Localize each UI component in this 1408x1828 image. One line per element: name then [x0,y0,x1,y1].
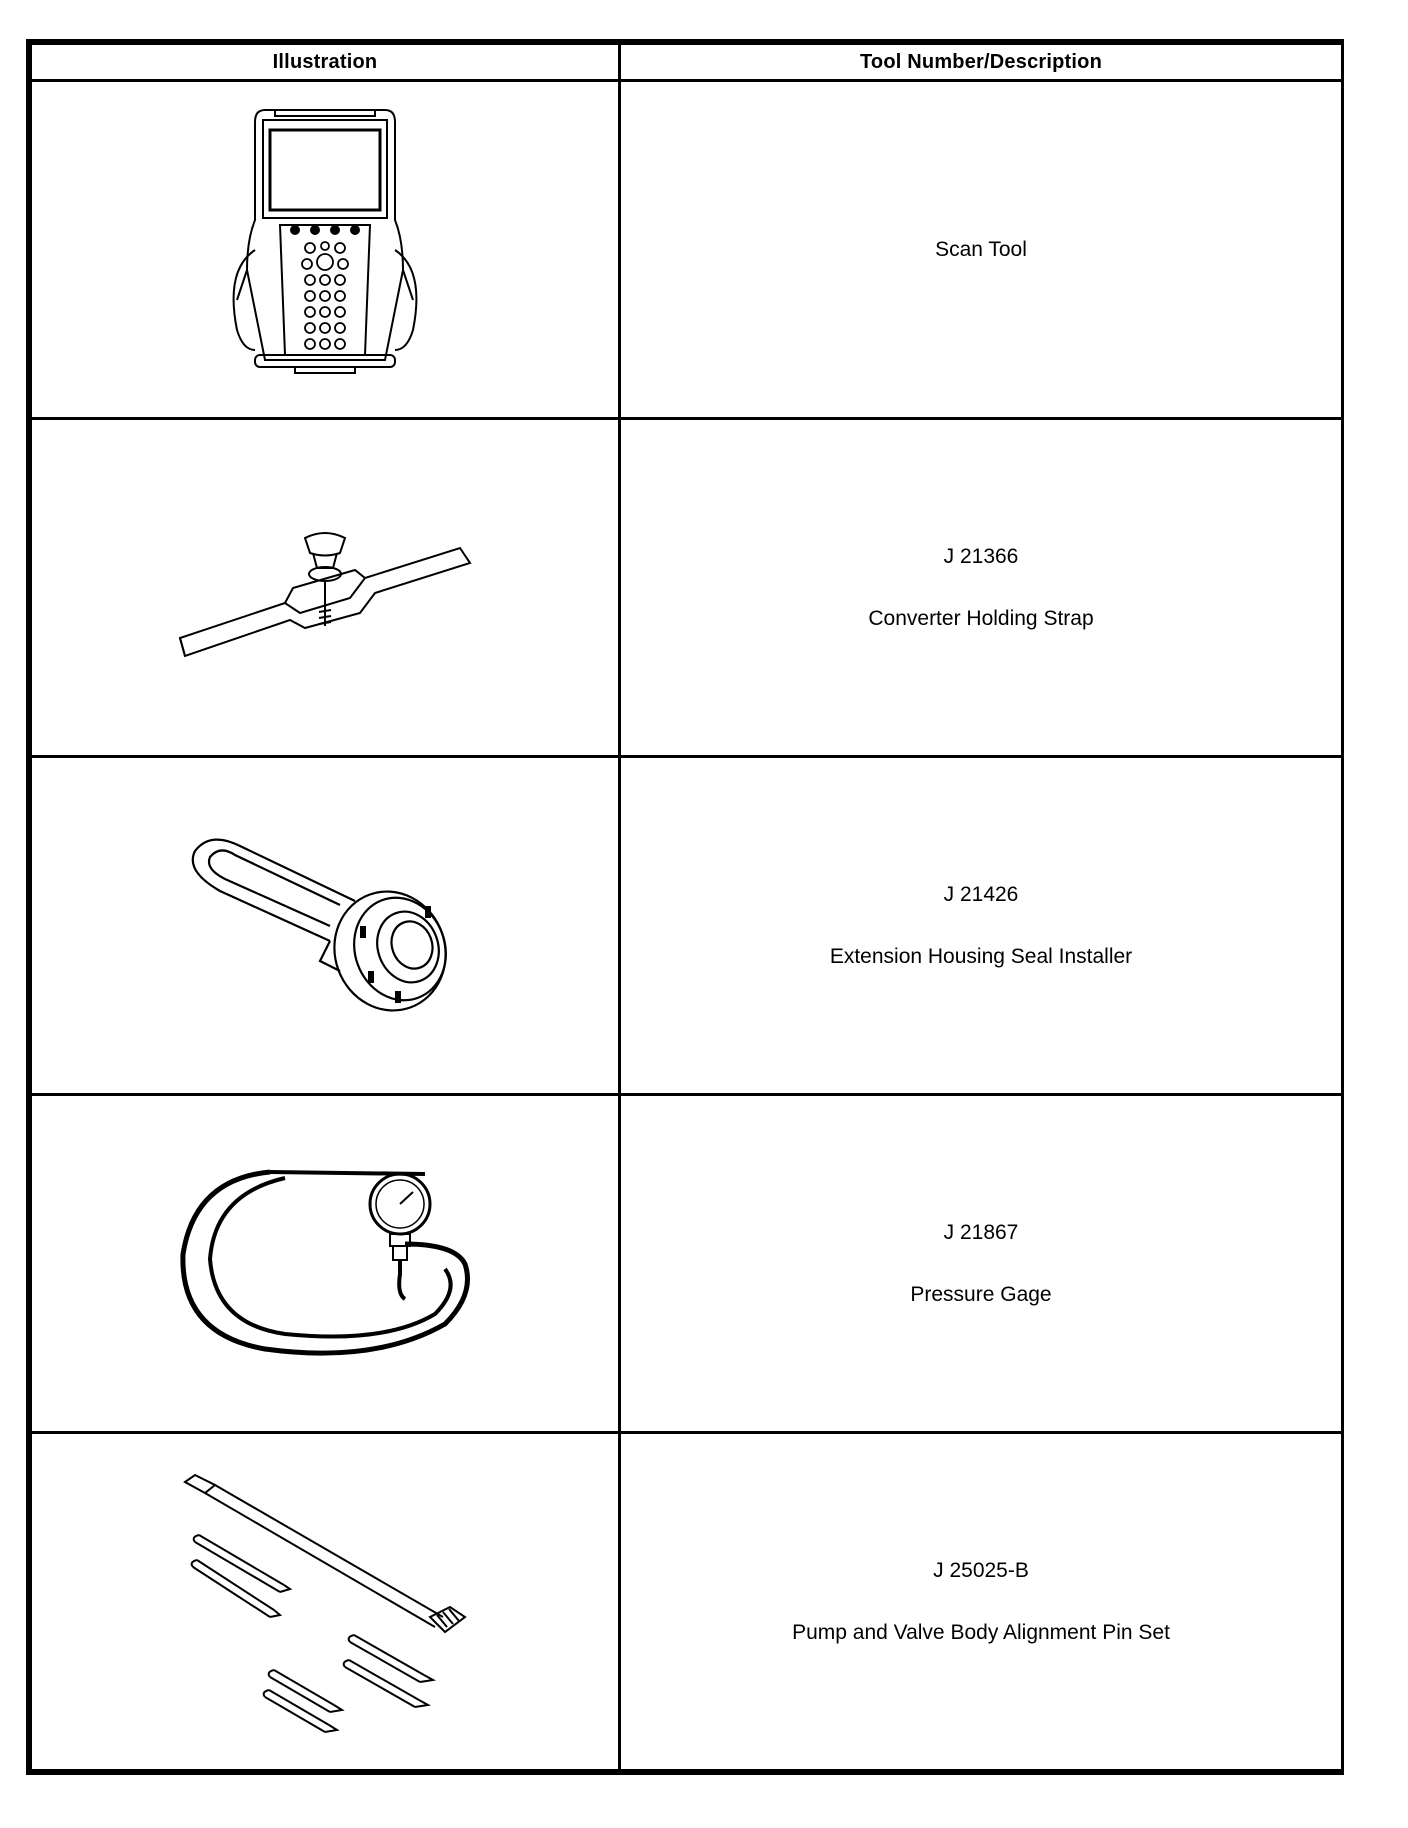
tool-header: Tool Number/Description [620,44,1343,81]
description-cell [620,81,1343,419]
illustration-cell [31,1095,620,1433]
table-row [31,757,1343,1095]
special-tools-table [29,42,1344,1772]
tool-description: Extension Housing Seal Installer [829,944,1133,968]
pressure-gage-icon [175,1164,475,1364]
tool-number: J 21366 [943,544,1019,568]
illustration-header: Illustration [31,44,620,81]
tool-description: Pressure Gage [910,1282,1052,1306]
description-cell [620,757,1343,1095]
table-row [31,1433,1343,1771]
tool-number: J 21867 [943,1220,1019,1244]
tool-number: J 21426 [943,882,1019,906]
tool-number: J 25025-B [933,1558,1029,1582]
table-row [31,419,1343,757]
alignment-pin-set-icon [175,1467,475,1737]
description-cell [620,1095,1343,1433]
table-row [31,81,1343,419]
illustration-cell [31,419,620,757]
holding-strap-icon [175,508,475,668]
tool-description: Scan Tool [935,237,1027,261]
tool-description: Pump and Valve Body Alignment Pin Set [792,1620,1170,1644]
description-cell [620,1433,1343,1771]
seal-installer-icon [180,831,470,1021]
illustration-cell [31,1433,620,1771]
illustration-cell [31,81,620,419]
tool-description: Converter Holding Strap [868,606,1094,630]
scan-tool-icon [225,100,425,400]
description-cell [620,419,1343,757]
table-header-row [31,44,1343,81]
tool-table-container [26,39,1344,1775]
table-row [31,1095,1343,1433]
illustration-cell [31,757,620,1095]
